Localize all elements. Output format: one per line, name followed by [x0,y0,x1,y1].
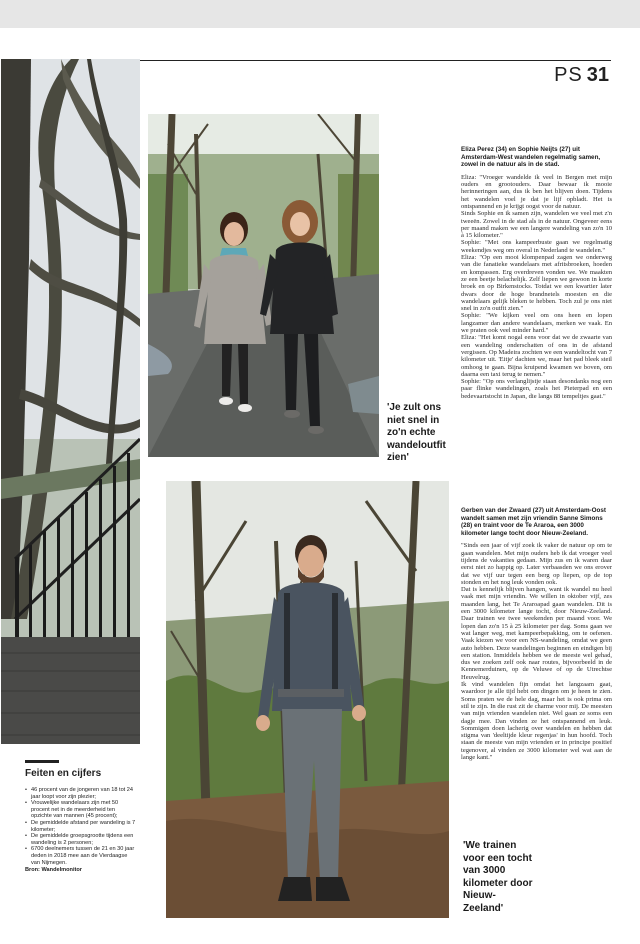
article-1-paragraph: Eliza: "Vroeger wandelde ik veel in Bergen met mijn ouders en grootouders. Daar bewaar ik mooie herinneringen aan, dus ik ben het blijven doen. Tijdens het wandelen voel je dat je lijf opbladt. Het is ontspannend en je krijgt oogst voor de natuur. [461,173,612,210]
facts-item: • Vrouwelijke wandelaars zijn met 50 procent net in de meerderheid ten opzichte van mannen (45 procent); [25,800,137,820]
facts-list [25,787,137,866]
article-2-body [461,507,612,761]
article-1-intro: Eliza Perez (34) en Sophie Neijts (27) uit Amsterdam-West wandelen regelmatig samen, zowel in de natuur als in de stad. [461,146,601,169]
facts-item: • 6700 deelnemers tussen de 21 en 30 jaar deden in 2018 mee aan de Vierdaagse van Nijmegen. [25,846,137,866]
pull-quote-2: 'We trainen voor een tocht van 3000 kilometer door Nieuw-Zeeland' [463,840,533,914]
article-2-paragraph: "Sinds een jaar of vijf zoek ik vaker de natuur op om te gaan wandelen. Met mijn ouders heb ik dat vroeger veel tijdens de vakanties gedaan. Mijn zus en ik waren daar eerst niet zo happig op. Later verbaasden we ons erover dat we vijf uur tegen een berg op liepen, op de top stonden en het nog leuk vonden ook. [461,542,612,586]
facts-item: • 46 procent van de jongeren van 18 tot 24 jaar loopt voor zijn plezier; [25,787,137,800]
photo-man-forest [166,481,449,918]
facts-item: • De gemiddelde afstand per wandeling is 7 kilometer; [25,820,137,833]
article-2-intro: Gerben van der Zwaard (27) uit Amsterdam-Oost wandelt samen met zijn vriendin Sanne Simons (28) en traint voor de Te Araroa, een 3000 kilometer lange tocht door Nieuw-Zeeland. [461,507,606,537]
page-header [554,64,609,87]
page-number: 31 [586,64,609,86]
article-1-paragraph: Sinds Sophie en ik samen zijn, wandelen we veel met z'n tweeën. Zowel in de stad als in de natuur. Ongeveer eens per maand maken we een langere wandeling van zo'n 10 à 15 kilometer." [461,210,612,240]
article-1-paragraph: Eliza: "Op een mooi klompenpad zagen we onderweg van die fanatieke wandelaars met afritsbroeken, hoeden en kompassen. Erg overdreven vonden we. We maakten ze een beetje belachelijk. Zelf liepen we gewoon in korte broek en op Birkenstocks. Totdat we een kwartier later dwars door de hoge brandnetels moesten en die wandelaars gelijk bleken te hebben. Toch zul je ons niet snel in zo'n outfit zien." [461,254,612,313]
facts-box [25,760,137,873]
facts-bar [25,760,59,763]
article-2-paragraph: Ik vind wandelen fijn omdat het langzaam gaat, waardoor je alle tijd hebt om dingen om je heen te zien. Soms praten we de hele dag, maar het is ook prima om stil te zijn. In die rust zit de charme voor mij. De meesten van mijn vrienden wandelen niet. Wel gaan ze soms een dagje mee. Dan vinden ze het ontspannend en leuk. Sommigen doen lacherig over wandelen en hebben dat stigma van 'deeltijde kleur regenjas' in hun hoofd. Toch staan de meeste van mijn vrienden er in principe positief tegenover, al vinden ze 3000 kilometer wel wat aan de lange kant." [461,681,612,761]
article-1-paragraph: Eliza: "Het komt nogal eens voor dat we de zwaarte van een wandeling onderschatten of ons in de afstand vergissen. Op Madeira zochten we een wandeltocht van 7 kilometer uit. 'Eitje' dachten we, maar het pad bleek steil omhoog te gaan. Bijna kruipend kwamen we boven, om daarna een taxi terug te nemen." [461,334,612,378]
article-1-paragraph: Sophie: "Op ons verlanglijstje staan desondanks nog een paar flinke wandelingen, zoals het Pieterpad en een bedevaartstocht in Japan, die langs 88 tempeltjes gaat." [461,378,612,400]
section-label: PS [554,64,583,86]
photo-trees-bridge [1,59,140,744]
facts-source: Bron: Wandelmonitor [25,867,82,874]
pull-quote-1: 'Je zult ons niet snel in zo'n echte wandeloutfit zien' [387,402,446,463]
article-1-body [461,146,612,400]
newspaper-page [0,28,640,944]
article-1-paragraph: Sophie: "We kijken veel om ons heen en lopen langzamer dan andere wandelaars, merken we vaak. En we praten ook veel minder hard." [461,312,612,335]
facts-item: • De gemiddelde groepsgrootte tijdens een wandeling is 2 personen; [25,833,137,846]
facts-title: Feiten en cijfers [25,768,102,779]
photo-two-women [148,114,379,457]
article-1-paragraph: Sophie: "Met ons kampeerbuste gaan we regelmatig weekendjes weg om overal in Nederland te wandelen." [461,239,612,254]
article-2-paragraph: Dat is kennelijk blijven hangen, want ik wandel nu heel vaak met mijn vriendin. We willen in oktober vijf, zes maanden lang, het Te Araroapad gaan wandelen. Dit is een 3000 kilometer lange tocht, door Nieuw-Zeeland. Daar trainen we twee weekenden per maand voor. We lopen dan zo'n 15 à 25 kilometer per dag. Soms gaan we wat langer weg, met kampeerbepakking, om te oefenen. Vaak kiezen we voor een NS-wandeling, omdat we geen auto hebben. Deze wandelingen beginnen en eindigen bij een station. Inmiddels hebben we de meeste wel gehad, dus we zoeken zelf ook naar routes, bijvoorbeeld in de Kennemerduinen, op de Veluwe of op de Utrechtse Heuvelrug. [461,586,612,681]
